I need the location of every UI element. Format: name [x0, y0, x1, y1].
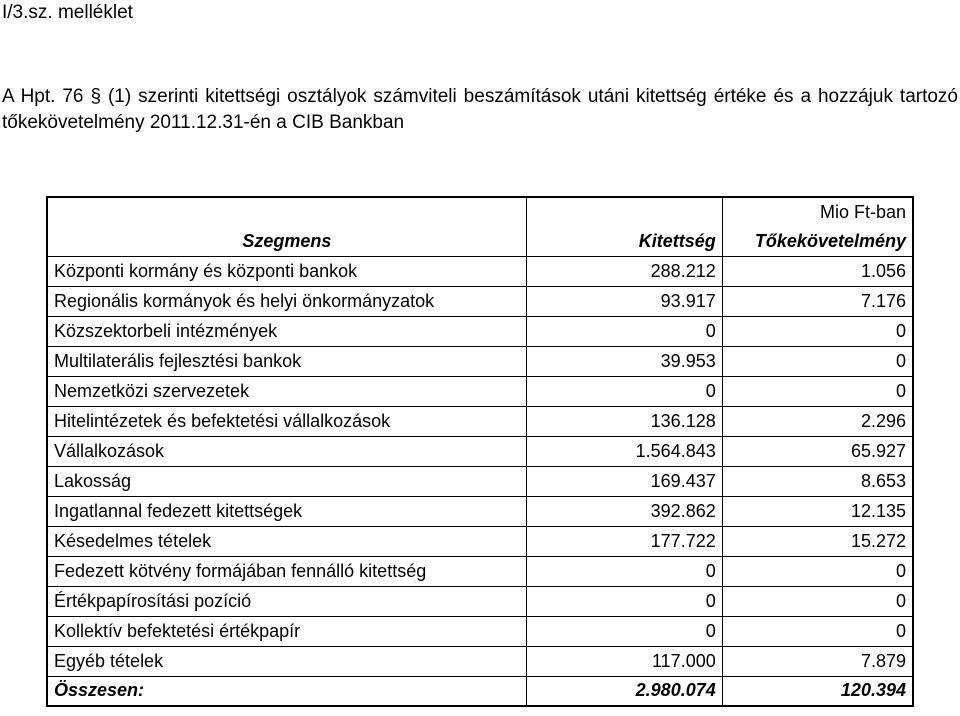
row-segment: Egyéb tételek	[47, 646, 526, 676]
unit-row	[47, 197, 913, 227]
row-exposure: 117.000	[526, 646, 722, 676]
row-segment: Közszektorbeli intézmények	[47, 316, 526, 346]
table-row	[47, 466, 913, 496]
row-capital-requirement: 0	[722, 556, 913, 586]
total-exposure: 2.980.074	[526, 676, 722, 706]
row-exposure: 93.917	[526, 286, 722, 316]
total-label: Összesen:	[47, 676, 526, 706]
row-capital-requirement: 12.135	[722, 496, 913, 526]
table-row	[47, 436, 913, 466]
header-capital-requirement: Tőkekövetelmény	[722, 227, 913, 256]
row-exposure: 288.212	[526, 256, 722, 286]
unit-label: Mio Ft-ban	[722, 197, 913, 227]
table-row	[47, 346, 913, 376]
row-segment: Hitelintézetek és befektetési vállalkozások	[47, 406, 526, 436]
row-exposure: 1.564.843	[526, 436, 722, 466]
table-row	[47, 496, 913, 526]
row-capital-requirement: 7.879	[722, 646, 913, 676]
row-exposure: 0	[526, 616, 722, 646]
row-segment: Késedelmes tételek	[47, 526, 526, 556]
page-heading: A Hpt. 76 § (1) szerinti kitettségi osztályok számviteli beszámítások utáni kitettség értéke és a hozzájuk tartozó tőkekövetelmény 2011.12.31-én a CIB Bankban	[2, 86, 958, 133]
table-row	[47, 616, 913, 646]
table-row	[47, 556, 913, 586]
row-segment: Értékpapírosítási pozíció	[47, 586, 526, 616]
header-exposure: Kitettség	[526, 227, 722, 256]
table-row	[47, 286, 913, 316]
total-capital-requirement: 120.394	[722, 676, 913, 706]
row-segment: Kollektív befektetési értékpapír	[47, 616, 526, 646]
table-row	[47, 256, 913, 286]
row-exposure: 0	[526, 316, 722, 346]
table-row	[47, 526, 913, 556]
row-segment: Lakosság	[47, 466, 526, 496]
table-row	[47, 646, 913, 676]
row-exposure: 136.128	[526, 406, 722, 436]
exposure-table	[46, 196, 914, 707]
row-capital-requirement: 0	[722, 316, 913, 346]
row-capital-requirement: 0	[722, 586, 913, 616]
row-exposure: 39.953	[526, 346, 722, 376]
row-exposure: 177.722	[526, 526, 722, 556]
row-capital-requirement: 15.272	[722, 526, 913, 556]
row-exposure: 0	[526, 586, 722, 616]
row-capital-requirement: 8.653	[722, 466, 913, 496]
row-capital-requirement: 0	[722, 346, 913, 376]
row-exposure: 169.437	[526, 466, 722, 496]
row-capital-requirement: 65.927	[722, 436, 913, 466]
row-exposure: 0	[526, 556, 722, 586]
row-capital-requirement: 0	[722, 616, 913, 646]
row-exposure: 0	[526, 376, 722, 406]
row-segment: Ingatlannal fedezett kitettségek	[47, 496, 526, 526]
total-row	[47, 676, 913, 706]
row-exposure: 392.862	[526, 496, 722, 526]
row-capital-requirement: 7.176	[722, 286, 913, 316]
table-row	[47, 316, 913, 346]
table-row	[47, 376, 913, 406]
row-segment: Nemzetközi szervezetek	[47, 376, 526, 406]
row-capital-requirement: 2.296	[722, 406, 913, 436]
row-segment: Központi kormány és központi bankok	[47, 256, 526, 286]
table-row	[47, 406, 913, 436]
header-segment: Szegmens	[47, 227, 526, 256]
table-header-row	[47, 227, 913, 256]
row-segment: Regionális kormányok és helyi önkormányzatok	[47, 286, 526, 316]
annex-label: I/3.sz. melléklet	[2, 2, 133, 23]
row-capital-requirement: 1.056	[722, 256, 913, 286]
row-segment: Fedezett kötvény formájában fennálló kitettség	[47, 556, 526, 586]
row-segment: Vállalkozások	[47, 436, 526, 466]
table-row	[47, 586, 913, 616]
row-segment: Multilaterális fejlesztési bankok	[47, 346, 526, 376]
row-capital-requirement: 0	[722, 376, 913, 406]
